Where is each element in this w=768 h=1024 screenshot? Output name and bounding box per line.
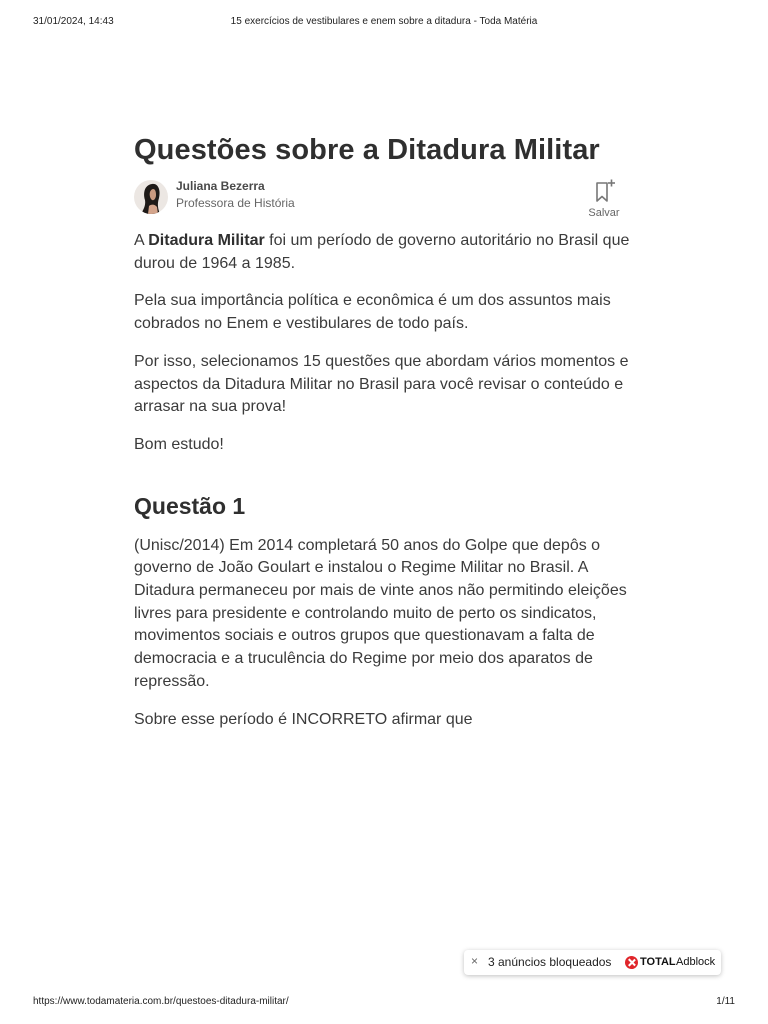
author-role: Professora de História	[176, 196, 295, 210]
author-name[interactable]: Juliana Bezerra	[176, 179, 265, 193]
print-doc-title: 15 exercícios de vestibulares e enem sobre a ditadura - Toda Matéria	[230, 16, 538, 27]
close-icon[interactable]: ×	[471, 954, 479, 968]
print-header	[0, 16, 768, 30]
bookmark-add-icon	[584, 178, 624, 204]
question-1-text: (Unisc/2014) Em 2014 completará 50 anos do Golpe que depôs o governo de João Goulart e instalou o Regime Militar no Brasil. A Ditadura permaneceu por mais de vinte anos não permitindo eleições livres para presidente e controlando muito de perto os sindicatos, movimentos sociais e outros grupos que questionavam a falta de democracia e a truculência do Regime por meio dos aparatos de repressão.	[134, 536, 627, 690]
intro-keyword: Ditadura Militar	[148, 232, 265, 249]
adblock-brand-name: Adblock	[676, 956, 716, 968]
save-label: Salvar	[588, 207, 620, 219]
paragraph-importance: Pela sua importância política e econômica é um dos assuntos mais cobrados no Enem e vestibulares de todo país.	[134, 292, 611, 333]
article	[134, 130, 634, 746]
question-1-title: Questão 1	[134, 492, 246, 519]
x-circle-icon	[625, 956, 638, 969]
adblock-message: 3 anúncios bloqueados	[488, 955, 612, 969]
page-title: Questões sobre a Ditadura Militar	[134, 134, 600, 166]
intro-prefix: A	[134, 232, 149, 249]
print-page-number: 1/11	[716, 996, 735, 1007]
author-block	[134, 178, 634, 222]
adblock-notification	[464, 950, 721, 975]
print-footer	[0, 996, 768, 1010]
intro-rest: foi um período de governo autoritário no Brasil que durou de 1964 a 1985.	[134, 232, 630, 272]
print-datetime: 31/01/2024, 14:43	[33, 16, 114, 27]
paragraph-selection: Por isso, selecionamos 15 questões que abordam vários momentos e aspectos da Ditadura Militar no Brasil para você revisar o conteúdo e arrasar na sua prova!	[134, 352, 629, 416]
adblock-brand-total: TOTAL	[640, 956, 676, 968]
save-button[interactable]	[584, 178, 624, 222]
avatar[interactable]	[134, 180, 168, 214]
intro-paragraph	[134, 230, 634, 275]
paragraph-good-study: Bom estudo!	[134, 435, 224, 453]
question-1-prompt: Sobre esse período é INCORRETO afirmar que	[134, 710, 473, 728]
print-url: https://www.todamateria.com.br/questoes-ditadura-militar/	[33, 996, 289, 1007]
